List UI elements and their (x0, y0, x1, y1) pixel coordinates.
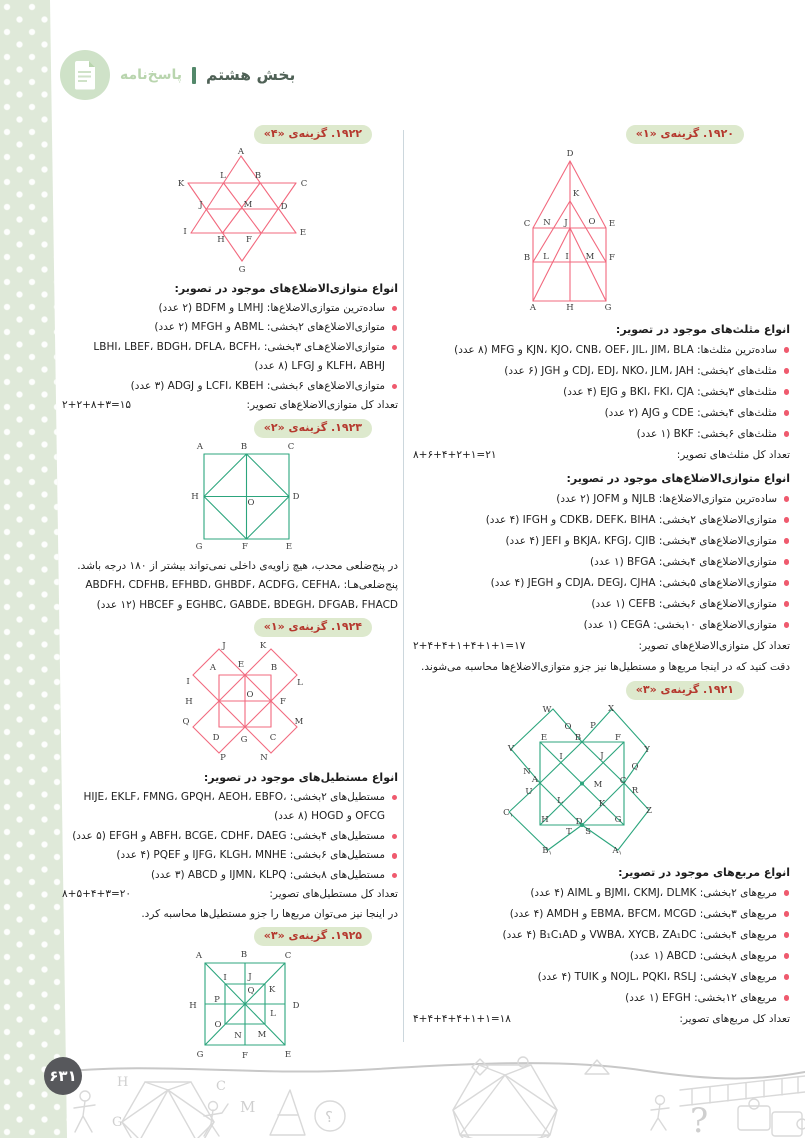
bullet-dot-icon (784, 974, 790, 980)
explanation-text: دقت کنید که در اینجا مربع‌ها و مستطیل‌ها نیز جزو متوازی‌الاضلاع‌ها محاسبه می‌شوند. (421, 661, 790, 673)
vertex-label-K: K (598, 799, 605, 809)
vertex-label-X: X (607, 704, 614, 714)
vertex-label-S: S (584, 827, 591, 837)
explanation-text: در اینجا نیز می‌توان مربع‌ها را جزو مستطیل‌ها محاسبه کرد. (141, 907, 398, 920)
vertex-label-E: E (540, 733, 547, 743)
vertex-label-K: K (268, 985, 276, 995)
vertex-label-C: C (287, 441, 295, 452)
vertex-label-L: L (270, 1009, 276, 1019)
vertex-label-E: E (285, 541, 293, 552)
bullet-text: متوازی‌الاضلاع‌هـای ۳بخشی: LBHI، LBEF، BDGH، DFLA، BCFH، KLFH، ABHJ و LFGJ (۸ عدد) (93, 340, 385, 372)
answer-bullet-item (413, 382, 790, 403)
answer-bullet-item (413, 946, 790, 967)
vertex-label-D: D (566, 149, 573, 159)
figure-fig1923 (79, 440, 415, 554)
total-count-row (413, 445, 790, 466)
bullet-dot-icon (392, 873, 398, 879)
figure-fig1924 (77, 639, 413, 765)
figure-fig1922-drawing (178, 146, 313, 276)
vertex-label-F: F (242, 541, 248, 552)
doodle-question-mark: ? (690, 1101, 709, 1138)
vertex-label-C: C (523, 219, 530, 229)
vertex-label-U: U (524, 787, 533, 797)
vertex-label-K: K (177, 179, 184, 189)
vertex-label-N: N (260, 753, 268, 763)
vertex-label-A: A (196, 441, 204, 452)
figure-fig1921 (389, 702, 766, 859)
vertex-label-J: J (248, 972, 252, 982)
vertex-label-J: J (599, 751, 604, 761)
answer-badge-row-1922 (62, 125, 398, 144)
vertex-label-M: M (294, 717, 304, 727)
bullet-text: مستطیل‌های ۸بخشی: IJMN، KLPQ و ABCD (۳ عدد) (150, 868, 385, 881)
vertex-label-M: M (243, 200, 252, 210)
bullet-dot-icon (392, 853, 398, 859)
bullet-text: مستطیل‌های ۶بخشی: IJFG، KLGH، MNHE و PQEF (۴ عدد) (116, 849, 385, 861)
vertex-label-Q: Q (631, 762, 638, 772)
vertex-label-D: D (280, 202, 287, 212)
total-count-row (413, 1009, 790, 1030)
document-icon (72, 60, 98, 90)
vertex-label-O: O (247, 497, 255, 508)
bullet-dot-icon (392, 325, 398, 331)
total-count-row (62, 396, 398, 416)
vertex-label-B: B۱ (541, 846, 552, 857)
bullet-text: مستطیل‌های ۲بخشی: HIJE، EKLF، FMNG، GPQH، AEOH، EBFO، OFCG و HOGD (۸ عدد) (83, 790, 385, 822)
total-count-label: تعداد کل متوازی‌الاضلاع‌های تصویر: (246, 399, 398, 411)
answer-bullet-item (62, 866, 398, 886)
bullet-dot-icon (784, 995, 790, 1001)
vertex-label-F: F (242, 1051, 248, 1061)
doodle-question-mark: ؟ (325, 1108, 333, 1126)
answer-badge-row-1924 (62, 618, 398, 637)
doodle-letter: G (112, 1115, 123, 1130)
bullet-dot-icon (784, 347, 790, 353)
answer-badge-1925: ۱۹۲۵. گزینه‌ی «۳» (254, 927, 372, 946)
bullet-text: ساده‌ترین متوازی‌الاضلاع‌ها: NJLB و JOFM (۲ عدد) (556, 493, 777, 505)
total-count-row (62, 885, 398, 905)
bullet-dot-icon (784, 580, 790, 586)
vertex-label-H: H (189, 1001, 197, 1011)
page-number-badge: ۶۳۱ (44, 1057, 82, 1095)
header-section-title: بخش هشتم (206, 66, 296, 84)
vertex-label-C: C۱ (502, 808, 513, 819)
answer-bullet-item (413, 361, 790, 382)
vertex-label-L: L (556, 796, 563, 806)
answer-bullet-item (62, 846, 398, 866)
answer-bullet-item (413, 967, 790, 988)
vertex-label-G: G (614, 815, 621, 825)
types-heading: انواع متوازی‌الاضلاع‌های موجود در تصویر: (566, 472, 790, 485)
bullet-dot-icon (784, 601, 790, 607)
vertex-label-J: J (222, 641, 226, 651)
vertex-label-D: D (292, 1001, 300, 1011)
bullet-text: مثلث‌های ۶بخشی: BKF (۱ عدد) (636, 428, 777, 440)
answer-bullet-item (413, 531, 790, 552)
vertex-label-G: G (195, 541, 203, 552)
vertex-label-D: D (292, 491, 300, 502)
figure-fig1921-drawing (497, 702, 659, 859)
total-count-label: تعداد کل متوازی‌الاضلاع‌های تصویر: (638, 640, 790, 652)
vertex-label-E: E (284, 1050, 292, 1060)
vertex-label-N: N (542, 218, 551, 228)
vertex-label-I: I (182, 227, 187, 237)
answer-bullet-item (413, 573, 790, 594)
answer-bullet-item (413, 615, 790, 636)
bullet-dot-icon (784, 389, 790, 395)
bullet-text: متوازی‌الاضلاع‌های ۴بخشی: BFGA (۱ عدد) (590, 556, 777, 568)
bullet-text: مثلث‌های ۳بخشی: BKI، FKI، CJA و EJG (۴ عدد) (563, 386, 777, 398)
vertex-label-H: H (185, 697, 193, 707)
answer-badge-1920: ۱۹۲۰. گزینه‌ی «۱» (626, 125, 744, 144)
bullet-text: مربع‌های ۱۲بخشی: EFGH (۱ عدد) (625, 992, 777, 1004)
bullet-dot-icon (784, 368, 790, 374)
bullet-dot-icon (392, 795, 398, 801)
total-count-formula: ۸+۶+۴+۲+۱=۲۱ (413, 449, 497, 461)
answer-bullet-item (413, 988, 790, 1009)
bullet-dot-icon (784, 559, 790, 565)
vertex-label-C: C (284, 951, 292, 961)
answer-bullet-item (62, 788, 398, 827)
types-heading: انواع مثلث‌های موجود در تصویر: (615, 323, 790, 336)
total-count-formula: ۲+۲+۸+۳=۱۵ (62, 399, 132, 411)
vertex-label-N: N (522, 767, 531, 777)
vertex-label-B: B (240, 950, 248, 960)
answer-bullet-item (413, 925, 790, 946)
answer-bullet-item (62, 299, 398, 319)
vertex-label-I: I (564, 252, 569, 262)
bullet-dot-icon (392, 834, 398, 840)
vertex-label-G: G (240, 735, 248, 745)
vertex-label-M: M (257, 1030, 267, 1040)
header-subtitle: پاسخ‌نامه (120, 67, 183, 83)
answer-bullet-item (413, 489, 790, 510)
bullet-text: مربع‌های ۴بخشی: VWBA، XYCB، ZA₁DC و B₁C₁AD (۴ عدد) (502, 929, 777, 941)
bullet-text: مثلث‌های ۴بخشی: CDE و AJG (۲ عدد) (604, 407, 777, 419)
total-count-label: تعداد کل مستطیل‌های تصویر: (269, 888, 398, 900)
vertex-label-J: J (198, 200, 203, 210)
vertex-label-H: H (216, 235, 225, 245)
vertex-label-C: C (300, 179, 307, 189)
answer-bullet-item (413, 552, 790, 573)
bullet-dot-icon (392, 345, 398, 351)
vertex-label-O: O (214, 1020, 222, 1030)
vertex-label-M: M (585, 252, 594, 262)
vertex-label-L: L (542, 252, 549, 262)
vertex-label-A: A۱ (611, 846, 622, 857)
explanation-text: پنج‌ضلعی‌هـا: ABDFH، CDFHB، EFHBD، GHBDF، ACDFG، CEFHA، EGHBC، GABDE، BDEGH، DFGAB، FHACD و HBCEF (۱۲ عدد) (85, 579, 398, 611)
answer-badge-row-1921 (413, 681, 790, 700)
vertex-label-O: O (564, 722, 571, 732)
vertex-label-A: A (209, 663, 217, 673)
vertex-label-I: I (223, 973, 227, 983)
vertex-label-P: P (589, 721, 596, 731)
vertex-label-P: P (220, 753, 226, 763)
answer-badge-row-1925 (62, 927, 398, 946)
vertex-label-L: L (219, 171, 226, 181)
vertex-label-E: E (237, 660, 245, 670)
answer-bullet-item (413, 340, 790, 361)
vertex-label-K: K (259, 641, 267, 651)
vertex-label-F: F (280, 697, 286, 707)
answer-bullet-item (413, 424, 790, 445)
vertex-label-B: B (270, 663, 278, 673)
total-count-formula: ۸+۵+۴+۳=۲۰ (62, 888, 132, 900)
bullet-dot-icon (784, 517, 790, 523)
vertex-label-A: A (529, 303, 536, 313)
total-count-row (413, 636, 790, 657)
vertex-label-G: G (196, 1050, 204, 1060)
figure-fig1925 (77, 948, 413, 1064)
bullet-text: ساده‌ترین متوازی‌الاضلاع‌ها: LMHJ و BDFM (۲ عدد) (158, 301, 385, 314)
bullet-dot-icon (784, 431, 790, 437)
types-heading: انواع مربع‌های موجود در تصویر: (618, 866, 790, 879)
bullet-text: مستطیل‌های ۴بخشی: ABFH، BCGE، CDHF، DAEG و EFGH (۵ عدد) (72, 829, 385, 842)
total-count-formula: ۲+۴+۴+۱+۴+۱+۱=۱۷ (413, 640, 526, 652)
vertex-label-A: A (195, 951, 203, 961)
vertex-label-G: G (604, 303, 611, 313)
bullet-text: متوازی‌الاضلاع‌های ۳بخشی: BKJA، KFGJ، CJIB و JEFI (۴ عدد) (505, 535, 777, 547)
bullet-text: متوازی‌الاضلاع‌های ۲بخشی: CDKB، DEFK، BIHA و IFGH (۴ عدد) (485, 514, 777, 526)
bullet-dot-icon (784, 538, 790, 544)
answers-column-right (413, 122, 790, 1030)
vertex-label-Z: Z (645, 806, 652, 816)
figure-fig1924-drawing (180, 639, 310, 765)
answer-badge-1924: ۱۹۲۴. گزینه‌ی «۱» (254, 618, 372, 637)
answer-badge-1923: ۱۹۲۳. گزینه‌ی «۲» (254, 419, 372, 438)
vertex-label-O: O (588, 217, 595, 227)
answer-bullet-item (62, 827, 398, 847)
types-heading: انواع مستطیل‌های موجود در تصویر: (203, 771, 398, 784)
vertex-label-Q: Q (247, 986, 255, 996)
bullet-text: متوازی‌الاضلاع‌های ۶بخشی: CEFB (۱ عدد) (591, 598, 777, 610)
bullet-text: مثلث‌های ۲بخشی: CDJ، EDJ، NKO، JLM، JAH و JGH (۶ عدد) (504, 365, 777, 377)
bullet-dot-icon (784, 622, 790, 628)
page-header (60, 50, 295, 100)
vertex-label-F: F (245, 235, 252, 245)
answer-badge-row-1923 (62, 419, 398, 438)
bullet-dot-icon (784, 410, 790, 416)
answer-bullet-item (413, 510, 790, 531)
vertex-label-Q: Q (182, 717, 190, 727)
answer-bullet-item (413, 594, 790, 615)
figure-fig1920 (389, 146, 766, 316)
vertex-label-G: G (238, 265, 245, 275)
bullet-dot-icon (784, 953, 790, 959)
vertex-label-E: E (608, 219, 615, 229)
vertex-label-B: B (523, 253, 530, 263)
bullet-text: مربع‌های ۳بخشی: EBMA، BFCM، MCGD و AMDH (۴ عدد) (509, 908, 777, 920)
vertex-label-R: R (631, 786, 638, 796)
figure-fig1922 (77, 146, 413, 276)
vertex-label-T: T (565, 827, 572, 837)
doodle-letter: M (240, 1098, 256, 1116)
vertex-label-W: W (542, 705, 551, 715)
vertex-label-F: F (614, 733, 621, 743)
answer-badge-row-1920 (413, 125, 790, 144)
vertex-label-N: N (234, 1031, 242, 1041)
doodle-letter: C (216, 1079, 226, 1094)
answer-bullet-item (62, 377, 398, 397)
header-divider-bar (192, 67, 196, 84)
vertex-label-K: K (572, 189, 579, 199)
types-heading: انواع متوازی‌الاضلاع‌های موجود در تصویر: (174, 282, 398, 295)
vertex-label-I: I (186, 677, 190, 687)
bullet-text: مربع‌های ۷بخشی: NOJL، PQKI، RSLJ و TUIK (۴ عدد) (537, 971, 777, 983)
vertex-label-J: J (563, 218, 568, 228)
answer-bullet-item (62, 318, 398, 338)
total-count-label: تعداد کل مربع‌های تصویر: (679, 1013, 790, 1025)
vertex-label-P: P (214, 995, 220, 1005)
vertex-label-C: C (269, 733, 277, 743)
bullet-text: متوازی‌الاضلاع‌های ۶بخشی: LCFI، KBEH و ADGJ (۳ عدد) (130, 379, 385, 392)
bullet-text: مربع‌های ۲بخشی: BJMI، CKMJ، DLMK و AIML (۴ عدد) (530, 887, 777, 899)
vertex-label-B: B (240, 441, 248, 452)
vertex-label-M: M (593, 780, 602, 790)
vertex-label-B: B (574, 733, 581, 743)
bullet-text: متوازی‌الاضلاع‌های ۱۰بخشی: CEGA (۱ عدد) (583, 619, 777, 631)
bullet-dot-icon (784, 496, 790, 502)
bullet-text: مربع‌های ۸بخشی: ABCD (۱ عدد) (629, 950, 777, 962)
vertex-label-D: D (212, 733, 220, 743)
bullet-text: ساده‌ترین مثلث‌ها: KJN، KJO، CNB، OEF، JIL، JIM، BLA و MFG (۸ عدد) (454, 344, 777, 356)
vertex-label-Y: Y (643, 745, 650, 755)
bullet-dot-icon (392, 384, 398, 390)
figure-fig1920-drawing (518, 146, 638, 316)
bullet-text: متوازی‌الاضلاع‌های ۲بخشی: ABML و MFGH (۲ عدد) (154, 321, 385, 333)
bullet-dot-icon (784, 911, 790, 917)
answer-bullet-item (413, 904, 790, 925)
total-count-label: تعداد کل مثلث‌های تصویر: (676, 449, 790, 461)
bullet-dot-icon (392, 306, 398, 312)
vertex-label-A: A (237, 147, 244, 157)
vertex-label-F: F (608, 253, 615, 263)
vertex-label-L: L (297, 678, 303, 688)
answers-column-left (62, 122, 398, 1067)
vertex-label-H: H (565, 303, 574, 313)
vertex-label-C: C (619, 776, 626, 786)
figure-fig1925-drawing (189, 948, 301, 1064)
answer-bullet-item (413, 883, 790, 904)
vertex-label-D: D (575, 817, 582, 827)
vertex-label-H: H (540, 815, 549, 825)
figure-fig1923-drawing (192, 440, 302, 554)
doodle-letter: H (117, 1075, 129, 1090)
answer-badge-1921: ۱۹۲۱. گزینه‌ی «۳» (626, 681, 744, 700)
vertex-label-H: H (191, 491, 199, 502)
bullet-text: متوازی‌الاضلاع‌های ۵بخشی: CDJA، DEGJ، CJHA و JEGH (۴ عدد) (490, 577, 777, 589)
vertex-label-V: V (507, 744, 514, 754)
answer-bullet-item (62, 338, 398, 377)
bullet-dot-icon (784, 932, 790, 938)
vertex-label-B: B (254, 171, 261, 181)
explanation-text: در پنج‌ضلعی محدب، هیچ زاویه‌ی داخلی نمی‌تواند بیشتر از ۱۸۰ درجه باشد. (77, 559, 398, 572)
vertex-label-A: A (531, 775, 538, 785)
vertex-label-E: E (299, 228, 306, 238)
answer-badge-1922: ۱۹۲۲. گزینه‌ی «۴» (254, 125, 372, 144)
vertex-label-O: O (246, 690, 254, 700)
vertex-label-I: I (558, 752, 563, 762)
bullet-dot-icon (784, 890, 790, 896)
answer-sheet-badge-circle (60, 50, 110, 100)
total-count-formula: ۴+۴+۴+۴+۱+۱=۱۸ (413, 1013, 511, 1025)
answer-bullet-item (413, 403, 790, 424)
